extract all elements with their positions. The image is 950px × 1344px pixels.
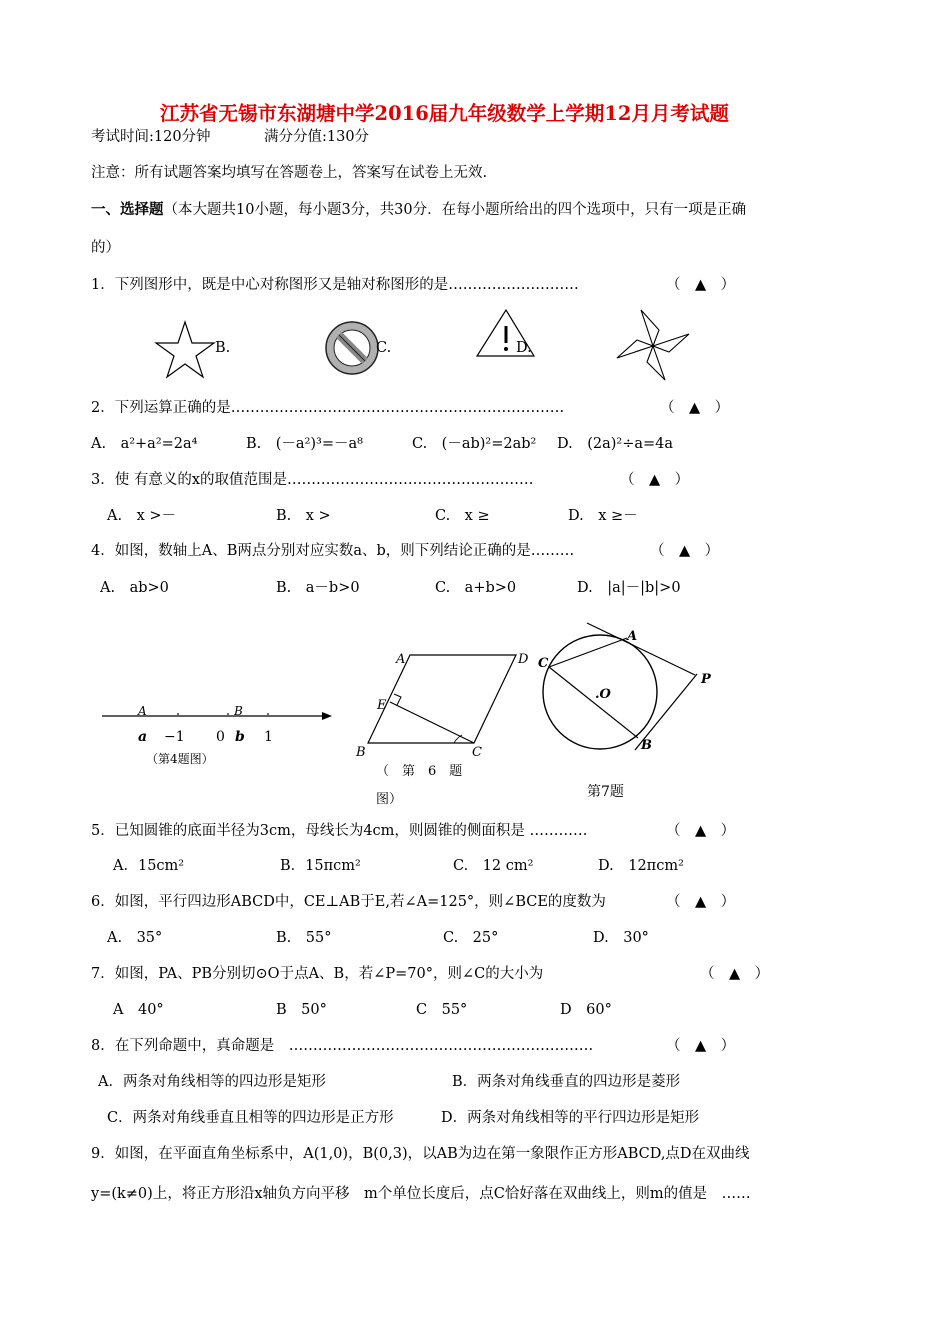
q3-option-c: C. x ≥ xyxy=(435,508,490,524)
value-b-label: b xyxy=(235,729,245,745)
q3-option-a: A. x >－ xyxy=(107,508,177,524)
fig4-caption: （第4题图） xyxy=(146,752,214,766)
q8-stem: 8．在下列命题中，真命题是 ……………………………………………………… xyxy=(91,1038,594,1054)
q9-line1: 9．如图，在平面直角坐标系中，A(1,0)，B(0,3)，以AB为边在第一象限作正方形ABCD,点D在双曲线 xyxy=(91,1146,750,1162)
segment-ce xyxy=(390,702,474,743)
chord-ca xyxy=(549,638,627,667)
q3-option-d: D. x ≥－ xyxy=(568,508,638,524)
q2-option-c: C. (－ab)²=2ab² xyxy=(412,436,537,452)
q6-option-c: C. 25° xyxy=(443,930,499,946)
zero-label: 0 xyxy=(216,729,225,745)
fig6-caption-1: （ 第 6 题 xyxy=(376,764,463,779)
q6-option-a: A. 35° xyxy=(107,930,163,946)
section-heading: 一、选择题 xyxy=(91,201,164,218)
vertex-b: B xyxy=(356,745,366,760)
fig6-caption-2: 图） xyxy=(376,792,403,807)
q8-option-a: A．两条对角线相等的四边形是矩形 xyxy=(98,1074,326,1090)
q1-label-d: D. xyxy=(516,340,532,356)
minus-one-label: −1 xyxy=(164,729,185,745)
section-desc-cont: 的） xyxy=(91,240,120,256)
q1-stem: 1．下列图形中，既是中心对称图形又是轴对称图形的是……………………… xyxy=(91,277,579,293)
chord-cb xyxy=(549,667,638,738)
notice: 注意：所有试题答案均填写在答题卷上，答案写在试卷上无效. xyxy=(91,165,488,181)
q5-option-b: B．15πcm² xyxy=(280,858,361,874)
section-heading-row xyxy=(91,203,746,218)
q2-stem: 2．下列运算正确的是…………………………………………………………… xyxy=(91,400,565,416)
q6-stem: 6．如图，平行四边形ABCD中，CE⊥AB于E,若∠A=125°，则∠BCE的度数为 xyxy=(91,894,606,910)
value-a-label: a xyxy=(138,729,148,745)
q4-option-a: A. ab>0 xyxy=(100,580,169,596)
q6-option-d: D. 30° xyxy=(593,930,649,946)
vertex-d: D xyxy=(518,652,529,667)
exam-time: 考试时间:120分钟 xyxy=(91,129,211,145)
q8-option-b: B．两条对角线垂直的四边形是菱形 xyxy=(452,1074,681,1090)
q7-option-b: B 50° xyxy=(276,1002,327,1018)
point-e: E xyxy=(377,698,387,713)
circle-tangent-figure xyxy=(535,620,730,805)
q4-stem: 4．如图，数轴上A、B两点分别对应实数a、b，则下列结论正确的是……… xyxy=(91,543,575,559)
q6-answer-mark: （ ▲ ） xyxy=(666,894,736,910)
q4-option-b: B. a－b>0 xyxy=(276,580,360,596)
one-label: 1 xyxy=(264,729,273,745)
q7-answer-mark: （ ▲ ） xyxy=(700,966,770,982)
section-desc: （本大题共10小题，每小题3分，共30分．在每小题所给出的四个选项中，只有一项是正确 xyxy=(163,202,747,218)
q7-option-d: D 60° xyxy=(560,1002,612,1018)
q9-line2: y=(k≠0)上，将正方形沿x轴负方向平移 m个单位长度后，点C恰好落在双曲线上，则m的值是 …… xyxy=(91,1186,751,1202)
point-c: C xyxy=(538,656,549,671)
q5-option-a: A．15cm² xyxy=(113,858,185,874)
q5-option-c: C. 12 cm² xyxy=(453,858,534,874)
point-a: A xyxy=(627,629,638,644)
q8-option-c: C．两条对角线垂直且相等的四边形是正方形 xyxy=(107,1110,394,1126)
q2-option-b: B. (－a²)³=－a⁸ xyxy=(246,436,363,452)
tangent-pa xyxy=(587,623,695,675)
q2-answer-mark: （ ▲ ） xyxy=(660,400,730,416)
number-line-figure xyxy=(100,700,340,770)
q7-stem: 7．如图，PA、PB分别切⊙O于点A、B，若∠P=70°，则∠C的大小为 xyxy=(91,966,544,982)
q5-option-d: D. 12πcm² xyxy=(598,858,684,874)
q6-option-b: B. 55° xyxy=(276,930,332,946)
point-b-label: B xyxy=(234,704,243,718)
q3-answer-mark: （ ▲ ） xyxy=(620,472,690,488)
q4-option-d: D. |a|－|b|>0 xyxy=(577,580,681,596)
q3-stem: 3．使 有意义的x的取值范围是…………………………………………… xyxy=(91,472,534,488)
q4-option-c: C. a+b>0 xyxy=(435,580,517,596)
arrow-head-icon xyxy=(322,712,332,720)
parallelogram-abcd xyxy=(368,655,516,743)
q2-option-d: D. (2a)²÷a=4a xyxy=(557,436,674,452)
page-title: 江苏省无锡市东湖塘中学2016届九年级数学上学期12月月考试题 xyxy=(160,102,729,125)
q8-option-d: D．两条对角线相等的平行四边形是矩形 xyxy=(441,1110,700,1126)
point-b: B xyxy=(641,738,652,753)
point-p: P xyxy=(701,672,711,687)
right-angle-mark xyxy=(394,694,401,705)
q8-answer-mark: （ ▲ ） xyxy=(666,1038,736,1054)
vertex-c: C xyxy=(472,745,482,760)
exam-score: 满分分值:130分 xyxy=(264,129,370,145)
q1-label-b: B. xyxy=(215,340,231,356)
pinwheel-figure xyxy=(613,308,693,383)
q5-stem: 5．已知圆锥的底面半径为3cm，母线长为4cm，则圆锥的侧面积是 ………… xyxy=(91,823,588,839)
q1-answer-mark: （ ▲ ） xyxy=(666,277,736,293)
q7-option-a: A 40° xyxy=(113,1002,164,1018)
q2-option-a: A. a²+a²=2a⁴ xyxy=(91,436,198,452)
q7-option-c: C 55° xyxy=(416,1002,468,1018)
q3-option-b: B. x > xyxy=(276,508,331,524)
fig7-caption: 第7题 xyxy=(587,784,624,800)
vertex-a: A xyxy=(396,652,406,667)
point-a-label: A xyxy=(138,704,147,718)
q4-answer-mark: （ ▲ ） xyxy=(650,543,720,559)
q1-label-c: C. xyxy=(376,340,392,356)
q5-answer-mark: （ ▲ ） xyxy=(666,823,736,839)
parallelogram-figure xyxy=(350,645,540,810)
star-figure xyxy=(150,315,220,380)
center-o: .O xyxy=(595,687,611,702)
